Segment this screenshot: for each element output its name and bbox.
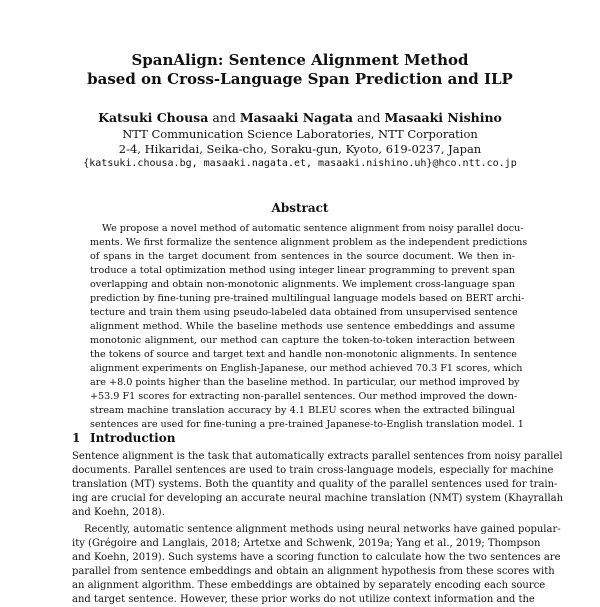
text-line: and Koehn, 2018). <box>72 507 165 518</box>
text-line: sentences are used for fine-tuning a pre-trained Japanese-to-English translation model. 1 <box>90 419 524 430</box>
text-line: translation (MT) systems. Both the quantity and quality of the parallel sentences used for train- <box>72 479 558 490</box>
text-line: documents. Parallel sentences are used to train cross-language models, especially for machine <box>72 465 554 476</box>
abstract-heading: Abstract <box>271 201 329 215</box>
text-line: prediction by fine-tuning pre-trained multilingual language models based on BERT archi- <box>90 293 525 304</box>
section-body <box>72 450 564 607</box>
text-line: parallel from sentence embeddings and obtain an alignment hypothesis from these scores with <box>72 566 555 577</box>
affiliation <box>0 127 600 157</box>
author-name: Katsuki Chousa <box>98 110 209 125</box>
text-line: alignment experiments on English-Japanese, our method achieved 70.3 F1 scores, which <box>90 363 523 374</box>
text-line: ity (Grégoire and Langlais, 2018; Artetxe and Schwenk, 2019a; Yang et al., 2019; Thompson <box>72 538 541 549</box>
text-line: of spans in the target document from sentences in the source document. We then in- <box>90 251 515 262</box>
text-line: tecture and train them using pseudo-labeled data obtained from unsupervised sentence <box>90 307 518 318</box>
title-line-2: based on Cross-Language Span Prediction and ILP <box>87 70 513 88</box>
author-emails: {katsuki.chousa.bg, masaaki.nagata.et, masaaki.nishino.uh}@hco.ntt.co.jp <box>83 158 517 169</box>
author-name: Masaaki Nagata <box>239 110 353 125</box>
title-line-1: SpanAlign: Sentence Alignment Method <box>131 51 469 69</box>
section-title: Introduction <box>90 431 176 445</box>
text-line: Recently, automatic sentence alignment methods using neural networks have gained popular- <box>84 524 561 535</box>
text-line: and target sentence. However, these prior works do not utilize context information and the <box>72 594 535 605</box>
section-number: 1 <box>72 431 81 445</box>
paragraph <box>72 523 561 607</box>
text-line: the tokens of source and target text and handle non-monotonic alignments. In sentence <box>90 349 517 360</box>
author-separator: and <box>212 110 236 125</box>
text-line: +53.9 F1 scores for extracting non-parallel sentences. Our method improved the down- <box>90 391 518 402</box>
text-line: and Koehn, 2019). Such systems have a scoring function to calculate how the two sentences are <box>72 552 561 563</box>
text-line: monotonic alignment, our method can capture the token-to-token interaction between <box>90 335 515 346</box>
abstract-body <box>90 222 528 432</box>
text-line: We propose a novel method of automatic sentence alignment from noisy parallel docu- <box>102 223 524 234</box>
affiliation-line-1: NTT Communication Science Laboratories, NTT Corporation <box>122 127 478 141</box>
text-line: Sentence alignment is the task that automatically extracts parallel sentences from noisy parallel <box>72 451 563 462</box>
author-separator: and <box>356 110 381 125</box>
author-name: Masaaki Nishino <box>384 110 502 125</box>
text-line: overlapping and obtain non-monotonic alignments. We implement cross-language span <box>90 279 515 290</box>
text-line: ments. We first formalize the sentence alignment problem as the independent predictions <box>90 237 528 248</box>
author-list <box>0 110 600 125</box>
section-heading <box>72 431 175 446</box>
affiliation-line-2: 2-4, Hikaridai, Seika-cho, Soraku-gun, Kyoto, 619-0237, Japan <box>118 142 482 156</box>
text-line: an alignment algorithm. These embeddings are obtained by separately encoding each source <box>72 580 546 591</box>
text-line: alignment method. While the baseline methods use sentence embeddings and assume <box>90 321 515 332</box>
text-line: stream machine translation accuracy by 4.1 BLEU scores when the extracted bilingual <box>90 405 515 416</box>
text-line: troduce a total optimization method using integer linear programming to prevent span <box>90 265 515 276</box>
text-line: are +8.0 points higher than the baseline method. In particular, our method improved by <box>90 377 520 388</box>
text-line: ing are crucial for developing an accurate neural machine translation (NMT) system (Khayrallah <box>72 493 564 504</box>
paragraph <box>72 450 564 520</box>
paper-title <box>0 51 600 89</box>
